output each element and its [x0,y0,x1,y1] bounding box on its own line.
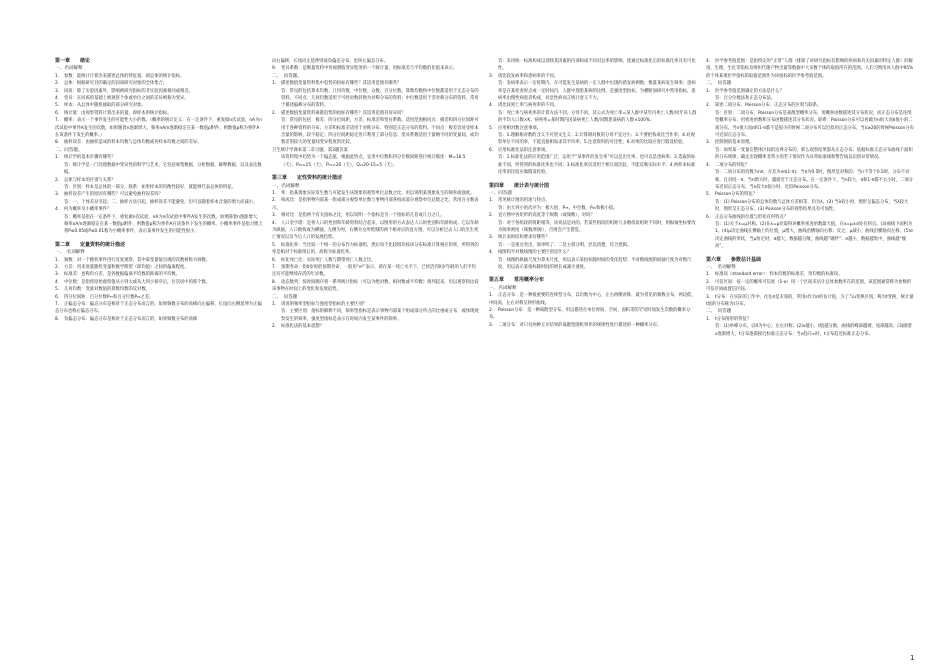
item-text: 正态分布：是一种很重要的连续型分布，以均数为中心，左右两侧对称，最为常见的频数分布，两边低，中间高，左右对称呈钟形曲线。 [489,293,696,306]
item-text: 总体与样本的区别与关系？ [64,177,116,183]
item-number: 8. [55,140,60,146]
item-number: 3. [489,235,494,241]
numbered-item [706,214,914,221]
item-text: 第六章 参数估计基础 [706,256,762,263]
item-text: 向右偏移，长尾向左延伸则成负偏态分布，也叫左偏态分布。 [272,59,389,64]
answer-text [489,257,697,272]
numbered-item [706,279,914,294]
numbered-item [489,102,697,109]
numbered-item [489,249,697,256]
numbered-item [55,286,263,293]
item-text: 概率：表示一个事件发生的可能性大小的数。（概率的统计定义：在一定条件下，重复做n次试验，nA为n次试验中事件A发生的次数，如果随着n逐渐增大，频率nA/n逐渐稳定在某一数值p附件，则数值p称为事件A在该条件下发生的概率。） [55,118,263,139]
answer-text [489,80,697,102]
item-text: 二、 问答题 [706,309,732,315]
item-text: 描述数值变量资料离散趋势的指标有哪些？其适用范围有何异同？ [281,110,406,116]
numbered-item [55,191,263,198]
numbered-item [272,80,480,87]
item-number: 1. [55,155,60,161]
item-text: 正态分布曲线的位置与形状有何特点？ [715,214,789,220]
item-text: 答：主要区别：指标的解释不同，频率型指标是表示事物内部某个组成部分所占的比重或分布，或体现观察发生的频率，强度型指标是表示在时间内发生某事件的频率。 [281,309,479,322]
item-text: Poisson分布的特征？ [715,192,757,198]
chapter-heading [489,277,697,284]
item-text: 第二章 定量资料的统计描述 [55,241,126,248]
answer-text [489,205,697,212]
item-number: 3. [55,88,60,94]
item-text: 变异系数：是衡量资料中各观测值变异程度的一个统计量，用标准差与平均数的比值来表示。 [281,66,458,72]
numbered-item [272,220,480,242]
answer-text [489,132,697,147]
item-text: 同质：除了实验因素外，影响被研究指标的非实验因素相同或相近。 [64,88,193,94]
chapter-heading [55,58,263,65]
item-text: 答：采用统一标准构成以消除其因素的内部构成不同对总率的影响，使通过标准化后的标准化率具有可比性。 [498,59,696,72]
item-text: 变异：在同质的基础上被观察个体或单位之间的差异被称为变异。 [64,96,189,102]
item-text: 可信区间：按一定的概率可信度（1-α）用一个区间来估计总体参数所在的范围，该范围通常称为参数的可信区间或置信区间。 [706,279,912,293]
item-number: 1. [489,198,494,204]
item-text: 一、名词解释 [55,66,83,72]
numbered-item [489,307,697,322]
item-text: 人口金字塔：是将人口的性别和年龄资料结合起来，以图形的方式表达人口的性别和年龄构成。它以年龄为纵轴，人口数构成为横轴，左侧为男，右侧为女所绘制的两个相对应的直方图，可以分析过去人口的出生死亡情况以及今后人口的发展趋势。 [272,220,479,241]
item-text: 二项分布：对只有两种互斥结果的离散型随机事件的规律性进行描述的一种概率分布。 [498,322,662,328]
item-text: 医学参考值范围：是指特定的“正常”人群（排除了对研究指标有影响的疾病和有关因素的特定人群）的解剖、生理、生化等指标及组织代谢产物含量等数据中大多数个体的取值所在的范围。人们习惯用该人群中95%的个体某项医学指标的取值范围作为该指标的医学参考值范围。 [706,59,914,79]
numbered-item [272,257,480,264]
chapter-heading [706,257,914,264]
item-text: 答：统计学是一门处理数据中变异性的科学与艺术，它包括收集数据、分析数据、解释数据、以及表达数据。 [64,162,262,176]
item-number: 2. [55,81,60,87]
item-text: 答：(1)关于x=μ对称。(2)在x=μ处取得该概率密度函数最大值，在x=μ±σ处有拐点。(3)曲线下面积为1。(4)μ决定曲线在横轴上的位置，μ增大，曲线沿横轴向右移；反之，μ减小，曲线沿横轴向左移。(5)σ决定曲线的形状，当μ恒定时，σ越大，数据越分散，曲线越“矮胖”；σ越小，数据越集中，曲线越“瘦高”。 [715,221,913,250]
answer-text [706,221,914,251]
answer-text [272,154,480,169]
answer-text [489,220,697,235]
item-number: 1. [272,190,277,196]
item-text: 常见统计图的用途与特点。 [498,198,550,204]
item-number: 1. [272,81,277,87]
item-text: 标准化率：当比较一个统一的分布作为标准组，然后每个比较组均按该分布标准计算相应的率，所得到的率是相对于标准组后的，故称为标准化率。 [272,242,479,256]
answer-text [706,199,914,214]
item-text: 二项分布的特征？ [715,162,750,168]
item-number: 5. [55,287,60,293]
item-text: 医学参考值范围确定的方法是什么？ [715,88,784,94]
item-text: 统计表的结构要求有哪些？ [498,235,550,241]
item-number: 3. [489,322,494,328]
item-text: 统计量：由观察资料计算出来的量，即样本的统计指标。 [64,110,172,116]
item-number: 2. [489,213,494,219]
item-text: 几何均数：变量对数值的算数均数的反对数。 [64,287,150,293]
numbered-item [489,147,697,154]
answer-text [706,147,914,162]
item-text: 答：区别：二项分布、Poisson分布是离散型概率分布，用概率函数描述其分布状况，而正态分布是连续型概率分布，用密度函数和分布函数描述其分布状况。联系：Poisson分布可以看做为n很大而π很小的二项分布。当n很大而π和1-π都不是很小的时候二项分布可以近似用正态分布，当λ≥20的时候Poisson分布可近似正态分布。 [715,110,914,139]
item-number: 6. [55,110,60,116]
numbered-item [272,301,480,308]
item-text: 答：(1) Poisson分布的总体均数与总体方差相等，均为λ。(2) 当λ较小时，图形呈偏态分布，当λ较大时，图形呈正态分布。(3) Poisson分布的观察结果具有可加性。 [715,199,909,213]
item-text: 答：二项分布的均数为nπ，方差为nπ(1-π)；当π为0.5时，图形是对称的；当n不等于0.5时，分布不对称，且对同一π，当n增大时，越接近于正态分布。在一定条件下，当n较大，π和1-π都不太小时，二项分布近似正态分布，当n较大π很小时，近似Poisson分布。 [715,170,913,190]
item-text: 一、名词解释 [489,285,517,291]
answer-text [272,117,480,147]
numbered-item [55,257,263,264]
item-text: 二、 问答题。 [272,73,302,79]
item-text: 答：一、个体差异引起；二、抽样方法引起。抽样误差不能避免，但可以随着样本含量的增大而减小。 [64,199,258,205]
numbered-item [55,264,263,271]
numbered-item [272,264,480,279]
section-heading [55,65,263,72]
numbered-item [55,102,263,109]
item-number: 1. [706,272,711,278]
item-text: 答：百分位数法和正态分布法。 [715,96,776,102]
numbered-item [272,279,480,294]
item-number: 7. [272,264,277,270]
numbered-item [706,88,914,95]
numbered-item [55,206,263,213]
section-heading [55,147,263,154]
answer-text [489,154,697,176]
item-number: 4. [55,279,60,285]
section-heading [272,73,480,80]
numbered-item [272,323,480,330]
item-number: 4. [55,207,60,213]
numbered-item [706,191,914,198]
numbered-item [272,212,480,219]
numbered-item [706,102,914,109]
item-number: 4. [489,250,494,256]
item-number: 1. [55,73,60,79]
chapter-heading [55,242,263,249]
numbered-item [706,294,914,309]
answer-text [489,58,697,73]
section-heading [706,264,914,271]
numbered-item [55,95,263,102]
item-number: 4. [55,96,60,102]
item-text: 答：由大到小的次序为：极大值、P₇₅、中位数、P₂₅和极小值。 [498,205,618,211]
numbered-item [489,292,697,307]
item-number: 7. [55,302,60,307]
numbered-item [272,65,480,72]
item-number: 7. [55,118,60,124]
numbered-item [489,73,697,80]
numbered-item [272,242,480,257]
item-number: 4. [272,220,277,226]
item-number: 3. [706,140,711,146]
item-text: 第三章 定性资料的统计描述 [272,175,343,182]
page-number: 1 [910,654,915,662]
section-heading [489,190,697,197]
numbered-item [489,197,697,204]
item-text: 答：1.理解相对数的含义不可望文生义；2.计算相对数的分母不宜过小；3.不要把构成比当作率；4.对观察单位不同的率，不能直接相加求其平均率；5.注意资料的可比性；6.对率的比较应进行假设检验。 [498,133,695,146]
item-number: 3. [272,213,277,219]
item-number: 3. [55,192,60,198]
numbered-item [489,234,697,241]
item-text: t分布图形的特征？ [715,316,752,322]
item-number: 1. [706,316,711,322]
item-text: 直方图中各矩形的高度等于频数（或频数），对吗？ [498,213,595,219]
item-number: 1. [55,257,60,263]
item-text: 描述数值变量资料集中趋势的指标有哪些？其适用范围有哪些？ [281,81,402,87]
item-number: 6. [489,147,494,153]
numbered-item [489,212,697,219]
answer-text [706,95,914,102]
item-text: 答：发病率表示一定时期内，在可能发生某病的一定人群中出现的新发病例数，衡量某病发生频率；患病率是在某检查时点或一定时间内，人群中现患某病的比例，是强度型指标，为横断面研究中常用指标，患病率由慢性病患者构成，对急性病而言统计意义不大。 [498,81,696,102]
paragraph [272,58,480,65]
answer-text [706,110,914,140]
item-number: 2. [55,264,60,270]
numbered-item [55,279,263,286]
item-text: 抽样误差：由抽样造成的样本均数与总体均数或各样本均数之间的差异。 [64,140,202,146]
item-text: 答：对于各组段的组距相等，该说法是对的。若某些组段的组距与多数组段组距不同时，则纵轴坐标要改为频率密度（频数/组距），否则会产生错觉。 [498,220,696,233]
item-text: 一、问答题 [489,190,512,196]
item-text: t分布：在实际的工作中，往往σ是未知的，常用s作为σ的估计值，为了与u变换区别，称为t变换，统计量t值的分布称为t分布。 [706,294,914,307]
numbered-item [55,271,263,278]
item-text: 二、 问答题 [706,81,732,87]
item-text: 答：常见的包括算术均数、几何均数、中位数、众数、百分位数。算数均数和中位数都适用于正态分布的资料。不同点：几何均数适用于可经对数转换为对称分布的资料；中位数适用于非对称分布的资料，常用于描述偏峰分布的资料。 [281,88,479,109]
numbered-item [706,58,914,80]
item-text: 请说明频率型指标与强度型指标的主要区别？ [281,302,367,307]
item-text: 一、 名词解释 [55,250,85,256]
item-text: 标准差：也称均方差，是各数据偏离平均数的距离的平均数。 [64,272,181,278]
item-text: 第一章 绪论 [55,58,91,64]
item-text: 预期寿命：指0岁时的预期寿命，一般用“e⁰”表示，即在某一死亡水平下，已经活到X岁年龄的人们平均还有可能继续存活的年岁数。 [272,264,476,278]
numbered-item [55,80,263,87]
item-text: 该资料集中趋势为一个偏态值，根据此特点，宜用中位数和四分位数间距进行统计描述：M=16.5（天），P₂₅=15（天），P₇₅=20（天），Q=20-15=5（天）。 [281,155,466,168]
section-heading [489,285,697,292]
item-number: 8. [272,279,277,285]
answer-text [55,214,263,236]
numbered-item [55,316,263,323]
answer-text [489,110,697,125]
section-heading [272,183,480,190]
answer-text [55,199,263,206]
numbered-item [55,117,263,139]
item-text: 率：指某现象实际发生数与可能发生该现象的观察单位总数之比，用以说明某现象发生的频率或强度。 [281,190,475,196]
numbered-item [489,322,697,329]
section-heading [706,80,914,87]
item-text: 答：1.标准化法的应用范围广泛，运用于“某事件的发生率”可以是出生率、也可以是患病率；2.选取的标准不同，所得到的标准化率也不同；3.标准化率仅适用于相互间比较，不能反映实际水平；4.两样本标准化率的比较应做假设检验。 [498,155,696,176]
item-text: 答：一是重点突出，简单明了；二是主谓分明，层次清楚，符合逻辑。 [498,242,632,248]
section-heading [55,249,263,256]
item-text: 第四章 统计表与统计图 [489,182,550,189]
item-number: 1. [489,293,494,299]
item-text: 一、 名词解释 [706,264,736,270]
item-number: 2. [272,110,277,116]
numbered-item [706,139,914,146]
item-text: 负偏态分布：偏态分布是相对于正态分布而言的，如果频数分布的高峰 [64,316,198,322]
answer-text [706,169,914,191]
item-text: 卫生统计学课本第二章习题，第3题答案 [272,147,348,153]
item-text: 四分位间距：百分位数P₇₅和百分位数P₂₅之差。 [64,294,154,300]
item-text: 第五章 常用概率分布 [489,277,545,284]
item-number: 1. [706,88,711,94]
item-number: 2. [55,177,60,183]
numbered-item [55,177,263,184]
item-text: 标准化法的基本思想？ [281,324,324,330]
item-number: 6. [272,257,277,263]
item-text: 一、名词解释 [272,183,300,189]
item-number: 2. [272,198,277,204]
item-text: 答：常见的包括：极差、四分位间距、方差、标准差和变异系数。适用范围相同点：极差和四分位间距可用于各种资料的分布；方差和标准差适用于对称分布，特别是正态分布的资料。不同点：极差容易受样本含量的影响，较不稳定；四分位间距稳定但只利用了部分信息；变异系数适用于量纲不同的变量间，或均数差别较大的变量间变异程度的比较。 [281,118,479,146]
paragraph [272,147,480,154]
item-text: 请比较发病率和患病率的不同。 [498,73,559,79]
item-number: 6. [55,294,60,300]
item-text: 答：死亡率与病死率的计算方法不同，分母不同。其公式为死亡率=某人群中某年内死亡人数/同年该人群的平均人口数×K；病死率=某时期内因某病死亡人数/同期患某病的人数×100%。 [498,110,697,124]
item-text: 答：(1)单峰分布，以0为中心，左右对称；(2)ν越小，t值越分散，曲线的峰部越矮，尾部越高；(3)随着ν逐渐增大，t分布逐渐接近标准正态分布；当ν趋向∞时，t分布趋近标准正态分布。 [715,324,912,337]
item-text: 二、 问答题 [272,294,298,300]
item-text: 二、问答题。 [55,147,83,153]
item-text: 答：概率是指在一定条件下，重复做n次试验，nA为n次试验中事件A发生的次数，如果随着n逐渐增大，频率nA/n逐渐稳定在某一数值p附件，则数值p称为事件A在该条件下发生的概率。小概率事件是指习惯上将P≤0.05或P≤0.01称为小概率事件，表示某事件发生的可能性很小。 [64,214,263,235]
section-heading [706,308,914,315]
numbered-item [55,301,263,316]
answer-text [272,308,480,323]
item-text: 答：如果某一变量在整体区间的边界分布的，那么观察结果都从正态分布；依据标准正态分布曲线下面积的分布规律，确定出现概率非常小的若干情况作为异常标准线和警告线以识别异常情况。 [715,147,913,161]
item-number: 2. [489,308,494,313]
answer-text [272,88,480,110]
item-number: 6. [706,214,711,220]
item-text: 控制图的基本原理。 [715,140,754,146]
item-text: 相对比：是指两个有关指标之比，用以说明一个指标是另一个指标的几倍或几分之几。 [281,213,445,219]
column-1 [55,58,263,323]
item-text: 应用相对数注意事项。 [498,125,541,131]
numbered-item [272,190,480,197]
numbered-item [706,316,914,323]
item-text: 抽样误差产生的原因有哪些？可以避免抽样误差吗？ [64,192,163,198]
item-number: 5. [55,103,60,109]
item-number: 4. [489,103,494,109]
chapter-heading [489,183,697,190]
answer-text [489,242,697,249]
item-text: 线图和半对数线图的主要区别是什么？ [498,250,572,256]
item-text: 样本：从总体中随机抽取的部分研究对象。 [64,103,146,109]
item-number: 5. [272,242,277,248]
item-text: 频数：对一个随机事件进行反复观察，其中某变量值出现的次数被称为频数。 [64,257,211,263]
numbered-item [55,88,263,95]
column-2 [272,58,480,331]
item-text: 参数：能统计计算出来描述总体的特征量，即总体的统计指标。 [64,73,185,79]
item-number: 3. [55,272,60,278]
item-number: 3. [706,294,711,300]
item-text: 构成比：是指事物内部某一组成部分观察单位数与事物内部各组成部分观察单位总数之比，常用百分数表示。 [272,198,479,211]
item-number: 3. [489,73,494,79]
item-text: 中位数：是指将原始观察值从小到大或从大到小排序后，位次居中的那个数。 [64,279,211,285]
item-text: 统计学的基本步骤有哪些？ [64,155,116,161]
item-text: 标化死亡比：实际死亡人数与期望死亡人数之比。 [281,257,376,263]
item-number: 5. [706,192,711,198]
item-number: 2. [706,279,711,285]
numbered-item [706,162,914,169]
item-number: 2. [706,103,711,109]
item-text: 何为概率及小概率事件？ [64,207,112,213]
item-text: 简述二项分布、Poisson分布、正态分布的区别与联系。 [715,103,822,109]
item-text: 总体：根据研究目的确定的同质研究对象的全体集合。 [64,81,168,87]
item-number: 1. [272,302,277,307]
item-text: 方差：用来度量随机变量和数学期望（即均值）之间的偏离程度。 [64,264,189,270]
item-number: 9. [272,66,277,72]
item-text: 标准误（standard error）：样本均数的标准差，用均数的标准误。 [715,272,843,278]
section-heading [272,294,480,301]
answer-text [55,184,263,191]
item-text: 答：线图的纵轴尺度为算术尺度，用以表示某指标随时间的变化趋势；半对数线图的纵轴尺度为对数尺度，用以表示某指标随时间的增长或减少速度。 [498,257,692,270]
numbered-item [55,154,263,161]
numbered-item [55,294,263,301]
chapter-heading [272,175,480,182]
item-number: 8. [55,316,60,322]
numbered-item [706,271,914,278]
item-number: 4. [706,59,711,64]
numbered-item [272,110,480,117]
item-number: 4. [706,162,711,168]
item-text: 请比较死亡率与病死率的不同。 [498,103,559,109]
numbered-item [489,125,697,132]
numbered-item [55,110,263,117]
item-text: 应用标准化法的注意事项。 [498,147,550,153]
item-number: 5. [489,125,494,131]
answer-text [706,323,914,338]
item-number: 2. [272,324,277,330]
item-text: 正偏态分布：偏态分布是相对于正态分布而言的，如果频数分布的高峰向左偏移，长尾向右侧延伸为正偏态分布也称右偏态分布。 [55,302,262,315]
numbered-item [272,197,480,212]
numbered-item [55,73,263,80]
item-text: Poisson分布：是一种离散型分布，用以描述在单位时间、空间、面积等的罕见时间发生次数的概率分布。 [489,308,691,321]
column-3 [489,58,697,329]
numbered-item [55,139,263,146]
column-4 [706,58,914,338]
answer-text [55,162,263,177]
item-text: 答：区别：样本是总体的一部分。联系：如果样本的均衡性较好，就能够代表总体的特征。 [64,184,236,190]
item-text: 动态数列：按时间顺序将一系列统计指标（可以为绝对数、相对数或平均数）排列起来，用以观察和比较该事物在时间上的变化和发展趋势。 [272,279,479,293]
